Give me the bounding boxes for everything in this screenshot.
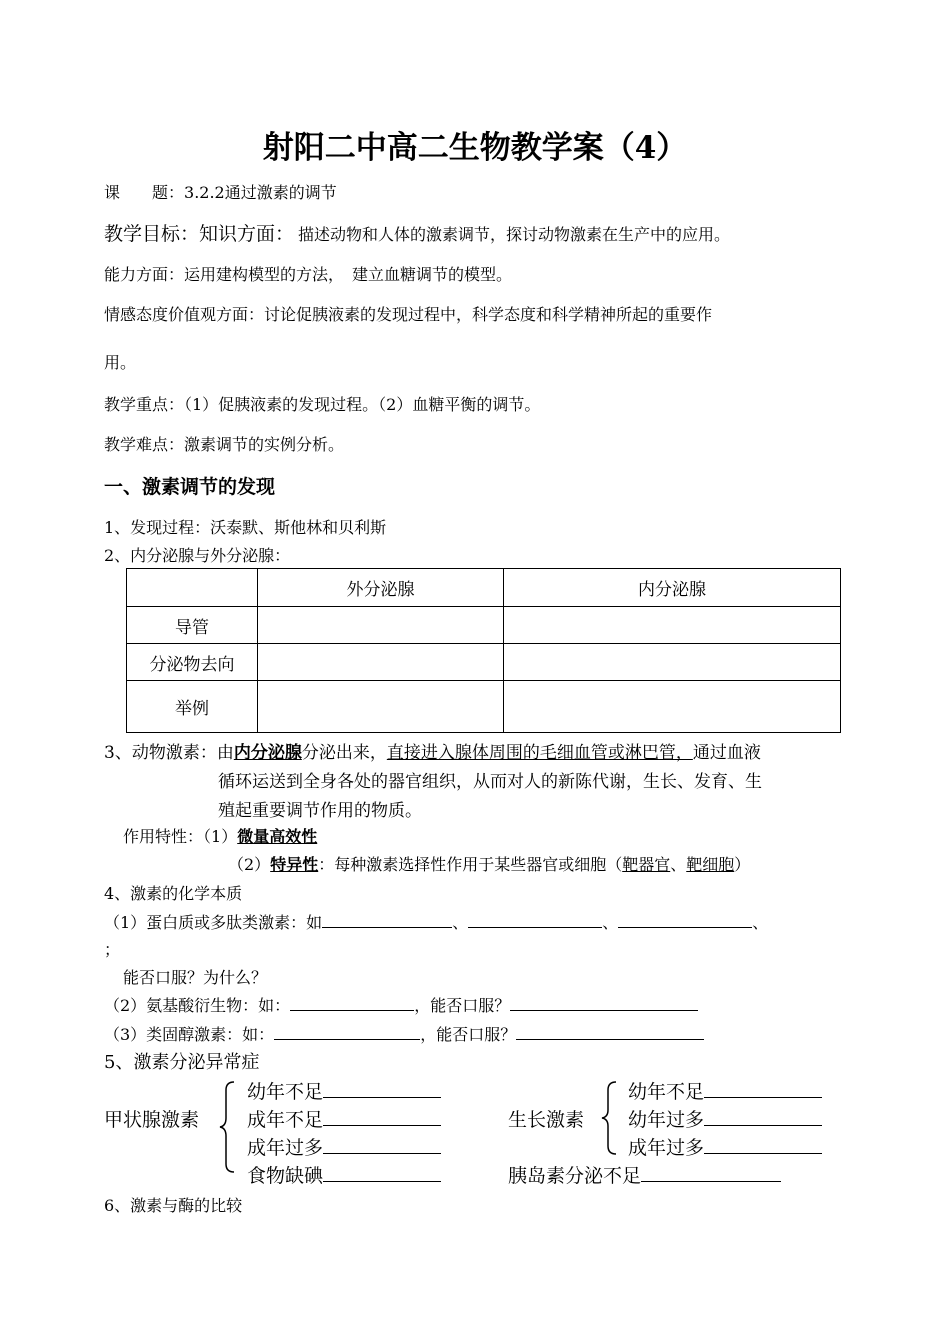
growth-brace-icon bbox=[600, 1080, 620, 1156]
thyroid-brace-icon bbox=[218, 1080, 238, 1174]
item3-line2: 循环运送到全身各处的器官组织，从而对人的新陈代谢，生长、发育、生 bbox=[218, 772, 762, 792]
insulin-blank[interactable] bbox=[641, 1164, 781, 1182]
features-label: 作用特性： bbox=[123, 827, 204, 846]
steroid-oral-blank[interactable] bbox=[516, 1022, 704, 1040]
protein-blank-1[interactable] bbox=[322, 910, 452, 928]
amino-label: （2）氨基酸衍生物：如： bbox=[104, 996, 291, 1015]
item4-protein bbox=[104, 910, 768, 933]
key-points: 教学重点：（1）促胰液素的发现过程。（2）血糖平衡的调节。 bbox=[104, 395, 541, 414]
protein-blank-2[interactable] bbox=[468, 910, 602, 928]
target-cell: 靶细胞 bbox=[686, 855, 735, 874]
target-organ: 靶器官 bbox=[622, 855, 671, 874]
protein-blank-3[interactable] bbox=[618, 910, 752, 928]
emotion-line-2: 用。 bbox=[104, 353, 137, 372]
feature-1 bbox=[123, 824, 317, 847]
table-cell bbox=[258, 681, 504, 733]
item3-mid: 分泌出来， bbox=[301, 743, 387, 763]
protein-label: （1）蛋白质或多肽类激素：如 bbox=[104, 913, 323, 932]
thyroid-item-2: 成年不足 bbox=[247, 1105, 441, 1132]
table-corner-cell bbox=[127, 569, 258, 607]
steroid-label: （3）类固醇激素：如： bbox=[104, 1025, 275, 1044]
growth-item-2: 幼年过多 bbox=[628, 1105, 822, 1132]
item3-prefix: 3、动物激素：由 bbox=[104, 743, 234, 763]
item6-comparison: 6、激素与酶的比较 bbox=[104, 1196, 243, 1215]
thyroid-blank-4[interactable] bbox=[323, 1164, 441, 1182]
protein-semicolon: ； bbox=[104, 940, 121, 959]
thyroid-blank-1[interactable] bbox=[323, 1080, 441, 1098]
item3-gland: 内分泌腺 bbox=[233, 743, 302, 763]
amino-oral: ，能否口服？ bbox=[414, 996, 511, 1015]
objectives-label: 教学目标： bbox=[104, 223, 200, 245]
insulin-line: 胰岛素分泌不足 bbox=[508, 1161, 781, 1188]
difficulty: 教学难点：激素调节的实例分析。 bbox=[104, 435, 345, 454]
item4-amino bbox=[104, 993, 698, 1016]
table-header-endocrine: 内分泌腺 bbox=[504, 569, 841, 607]
growth-label: 生长激素 bbox=[508, 1109, 585, 1131]
objectives-line bbox=[104, 219, 730, 246]
thyroid-label: 甲状腺激素 bbox=[104, 1109, 200, 1131]
knowledge-text: 描述动物和人体的激素调节，探讨动物激素在生产中的应用。 bbox=[298, 225, 731, 244]
growth-item-3: 成年过多 bbox=[628, 1133, 822, 1160]
page-title: 射阳二中高二生物教学案（4） bbox=[262, 130, 688, 166]
thyroid-item-4: 食物缺碘 bbox=[247, 1161, 441, 1188]
steroid-blank[interactable] bbox=[274, 1022, 420, 1040]
lesson-label: 课 题： bbox=[104, 183, 185, 202]
feature-2-text: 特异性 bbox=[270, 855, 319, 874]
ability-line: 能力方面：运用建构模型的方法， 建立血糖调节的模型。 bbox=[104, 265, 513, 284]
table-cell bbox=[504, 644, 841, 681]
growth-blank-2[interactable] bbox=[704, 1108, 822, 1126]
growth-blank-1[interactable] bbox=[704, 1080, 822, 1098]
emotion-line-1: 情感态度价值观方面：讨论促胰液素的发现过程中，科学态度和科学精神所起的重要作 bbox=[104, 305, 713, 324]
item3-line3: 殖起重要调节作用的物质。 bbox=[218, 801, 422, 821]
table-cell bbox=[504, 681, 841, 733]
protein-comma-1: 、 bbox=[452, 913, 469, 932]
table-row-label: 分泌物去向 bbox=[127, 644, 258, 681]
item5-heading: 5、激素分泌异常症 bbox=[104, 1052, 260, 1073]
feature-2-desc: ：每种激素选择性作用于某些器官或细胞（ bbox=[318, 855, 623, 874]
item1-discovery: 1、发现过程：沃泰默、斯他林和贝利斯 bbox=[104, 518, 387, 537]
item3-underlined: 直接进入腺体周围的毛细血管或淋巴管， bbox=[386, 743, 693, 763]
lesson-line bbox=[104, 180, 337, 203]
oral-question: 能否口服？为什么？ bbox=[123, 968, 268, 987]
gland-comparison-table bbox=[126, 568, 841, 733]
table-row-label: 导管 bbox=[127, 607, 258, 644]
knowledge-label: 知识方面： bbox=[199, 223, 295, 245]
feature-1-num: （1） bbox=[203, 827, 238, 846]
table-cell bbox=[258, 607, 504, 644]
feature-2-num: （2） bbox=[228, 855, 271, 874]
lesson-value: 3.2.2通过激素的调节 bbox=[184, 183, 337, 202]
table-row-label: 举例 bbox=[127, 681, 258, 733]
item3-hormone-def bbox=[104, 738, 761, 763]
section1-heading: 一、激素调节的发现 bbox=[104, 476, 276, 498]
item3-tail: 通过血液 bbox=[692, 743, 761, 763]
feature-2 bbox=[228, 852, 750, 875]
item2-glands: 2、内分泌腺与外分泌腺： bbox=[104, 546, 291, 565]
thyroid-item-1: 幼年不足 bbox=[247, 1077, 441, 1104]
growth-blank-3[interactable] bbox=[704, 1136, 822, 1154]
table-row bbox=[127, 644, 841, 681]
growth-item-1: 幼年不足 bbox=[628, 1077, 822, 1104]
protein-comma-3: 、 bbox=[752, 913, 769, 932]
table-row bbox=[127, 681, 841, 733]
table-row bbox=[127, 607, 841, 644]
steroid-oral: ，能否口服？ bbox=[420, 1025, 517, 1044]
item4-heading: 4、激素的化学本质 bbox=[104, 884, 243, 903]
thyroid-blank-3[interactable] bbox=[323, 1136, 441, 1154]
amino-oral-blank[interactable] bbox=[510, 993, 698, 1011]
amino-blank[interactable] bbox=[290, 993, 414, 1011]
table-header-exocrine: 外分泌腺 bbox=[258, 569, 504, 607]
feature-1-text: 微量高效性 bbox=[237, 827, 318, 846]
table-cell bbox=[258, 644, 504, 681]
thyroid-item-3: 成年过多 bbox=[247, 1133, 441, 1160]
thyroid-blank-2[interactable] bbox=[323, 1108, 441, 1126]
item4-steroid bbox=[104, 1022, 704, 1045]
protein-comma-2: 、 bbox=[602, 913, 619, 932]
target-sep: 、 bbox=[670, 855, 687, 874]
table-header-row bbox=[127, 569, 841, 607]
table-cell bbox=[504, 607, 841, 644]
feature-2-close: ） bbox=[734, 855, 751, 874]
